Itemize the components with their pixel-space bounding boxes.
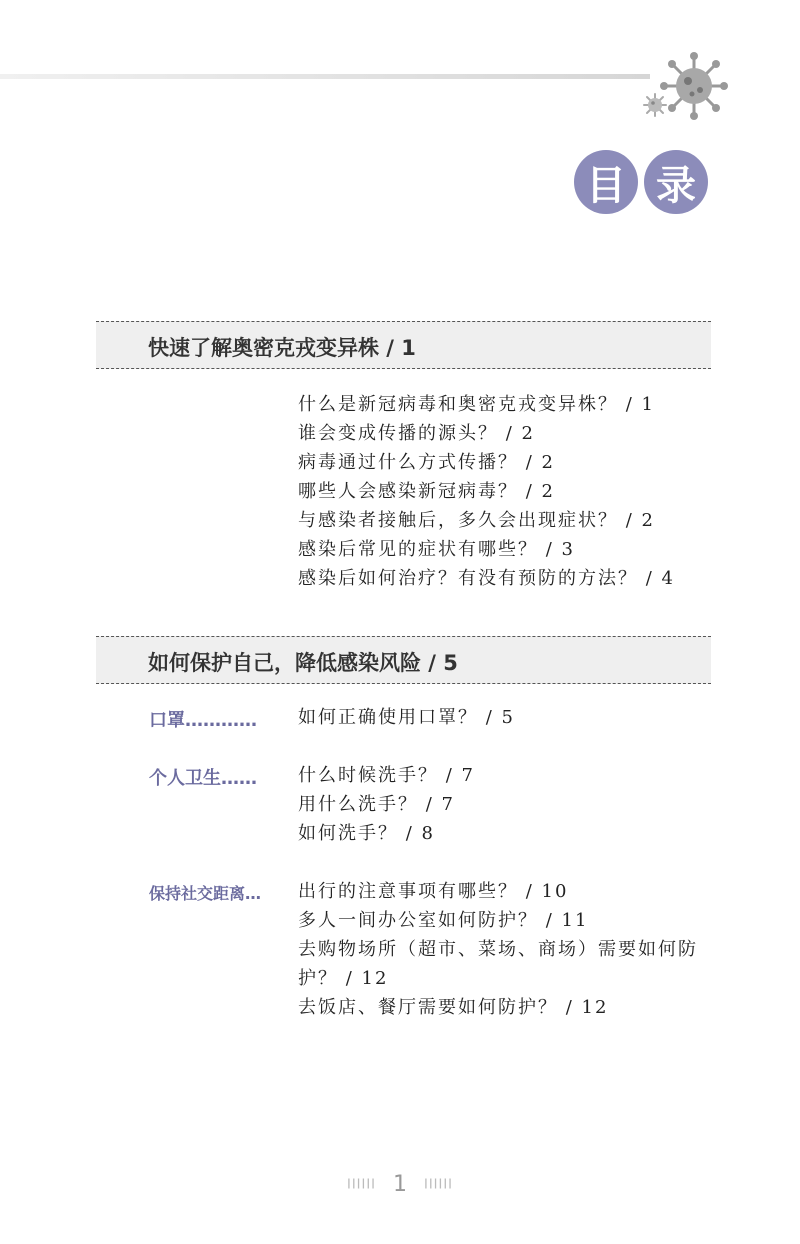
category-hygiene: 个人卫生…… xyxy=(149,768,257,789)
toc-entry[interactable]: 去购物场所（超市、菜场、商场）需要如何防护？ / 12 xyxy=(298,939,698,989)
section-heading-1[interactable] xyxy=(96,321,711,369)
footer-ticks-right: IIIIII xyxy=(424,1177,454,1193)
toc-entry[interactable]: 多人一间办公室如何防护？ / 11 xyxy=(298,910,589,931)
section-heading-2[interactable] xyxy=(96,636,711,684)
toc-entry[interactable]: 谁会变成传播的源头？ / 2 xyxy=(298,423,535,444)
page-number: 1 xyxy=(393,1172,407,1197)
category-mask: 口罩………… xyxy=(149,710,257,731)
toc-entry[interactable]: 病毒通过什么方式传播？ / 2 xyxy=(298,452,555,473)
section-heading-label: 如何保护自己，降低感染风险 / 5 xyxy=(148,651,458,675)
page-title xyxy=(574,150,708,214)
title-char-2: 录 xyxy=(644,150,708,214)
toc-entry[interactable]: 去饭店、餐厅需要如何防护？ / 12 xyxy=(298,997,609,1018)
toc-entry[interactable]: 什么是新冠病毒和奥密克戎变异株？ / 1 xyxy=(298,394,655,415)
top-decorative-line xyxy=(0,74,650,79)
toc-entry[interactable]: 出行的注意事项有哪些？ / 10 xyxy=(298,881,569,902)
toc-entry[interactable]: 什么时候洗手？ / 7 xyxy=(298,765,475,786)
toc-entry[interactable]: 与感染者接触后，多久会出现症状？ / 2 xyxy=(298,510,655,531)
toc-entry[interactable]: 如何正确使用口罩？ / 5 xyxy=(298,707,515,728)
toc-entry[interactable]: 哪些人会感染新冠病毒？ / 2 xyxy=(298,481,555,502)
page-footer xyxy=(0,1172,800,1197)
category-social-distance: 保持社交距离… xyxy=(149,884,262,903)
toc-entry[interactable]: 用什么洗手？ / 7 xyxy=(298,794,455,815)
section-heading-label: 快速了解奥密克戎变异株 / 1 xyxy=(148,336,416,360)
virus-small-icon xyxy=(642,92,668,118)
virus-icon xyxy=(660,52,728,120)
title-char-1: 目 xyxy=(574,150,638,214)
footer-ticks-left: IIIIII xyxy=(346,1177,376,1193)
toc-entry[interactable]: 感染后常见的症状有哪些？ / 3 xyxy=(298,539,575,560)
toc-entry[interactable]: 感染后如何治疗？有没有预防的方法？ / 4 xyxy=(298,568,675,589)
toc-entry[interactable]: 如何洗手？ / 8 xyxy=(298,823,435,844)
